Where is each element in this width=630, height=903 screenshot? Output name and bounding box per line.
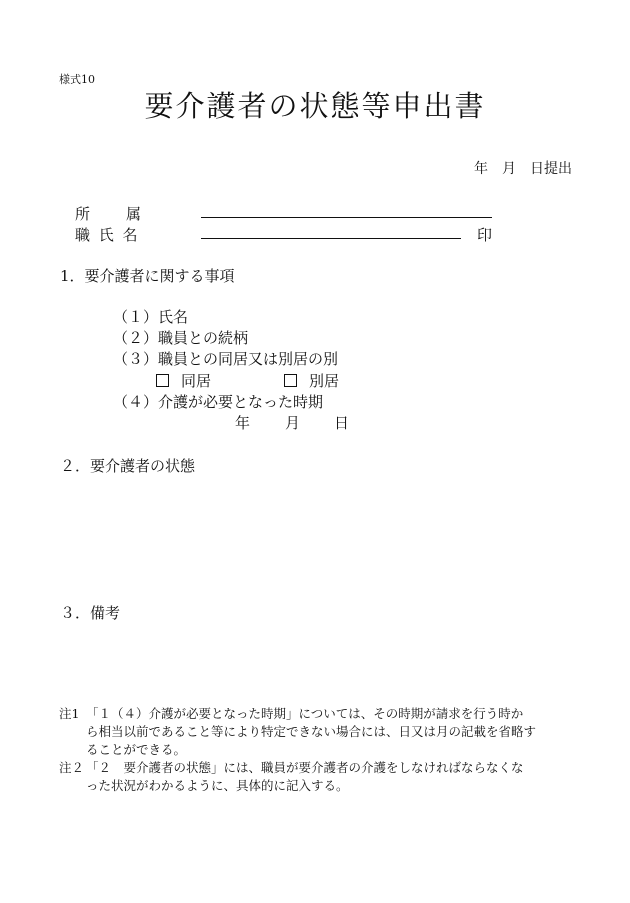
affiliation-field[interactable] (201, 217, 492, 218)
option-separate[interactable] (284, 370, 339, 391)
item-relationship: （２）職員との続柄 (113, 329, 249, 347)
submission-date: 年 月 日提出 (474, 161, 572, 177)
separate-label: 別居 (309, 372, 340, 390)
name-label: 職 氏 名 (75, 226, 140, 244)
item-residence: （３）職員との同居又は別居の別 (113, 350, 339, 368)
care-date-day: 日 (334, 414, 350, 432)
section1-heading: 1．要介護者に関する事項 (60, 267, 235, 285)
cohabit-checkbox[interactable] (156, 374, 169, 387)
item-name: （１）氏名 (113, 308, 189, 326)
name-field[interactable] (201, 238, 461, 239)
section2-heading: ２．要介護者の状態 (60, 457, 196, 475)
note2-line1: 「２ 要介護者の状態」には、職員が要介護者の介護をしなければならなくな (86, 760, 524, 775)
form-number: 様式10 (59, 73, 95, 86)
note1-line3: ることができる。 (86, 742, 187, 757)
option-cohabit[interactable] (156, 370, 211, 391)
care-date-month: 月 (285, 414, 301, 432)
seal-mark: 印 (477, 226, 493, 244)
cohabit-label: 同居 (181, 372, 212, 390)
item-care-start: （４）介護が必要となった時期 (113, 393, 324, 411)
section3-heading: ３．備考 (60, 604, 121, 622)
note1-label: 注1 (59, 706, 80, 721)
note2-line2: った状況がわかるように、具体的に記入する。 (86, 778, 349, 793)
note1-line2: ら相当以前であること等により特定できない場合には、日又は月の記載を省略す (86, 724, 537, 739)
care-date-year: 年 (235, 414, 251, 432)
affiliation-label: 所 属 (75, 205, 144, 223)
note2-label: 注２ (59, 760, 85, 775)
note1-line1: 「１（４）介護が必要となった時期」については、その時期が請求を行う時か (86, 706, 524, 721)
separate-checkbox[interactable] (284, 374, 297, 387)
document-title: 要介護者の状態等申出書 (144, 89, 486, 123)
